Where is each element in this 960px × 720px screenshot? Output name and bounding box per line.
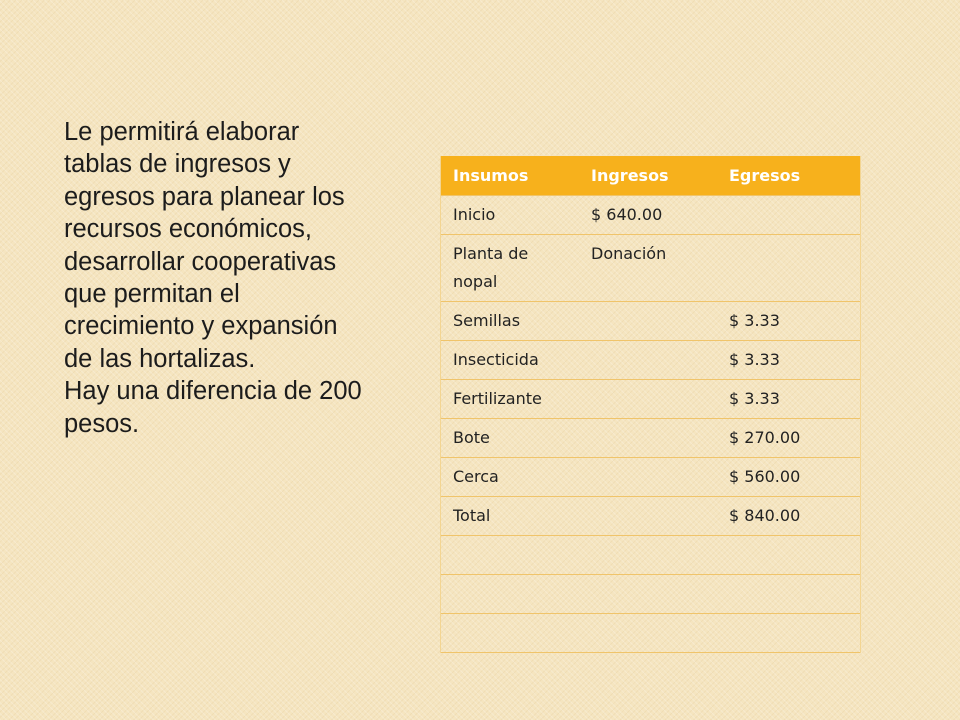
- table-cell: Semillas: [441, 302, 579, 341]
- paragraph-2: Hay una diferencia de 200 pesos.: [64, 377, 362, 438]
- table-row: [441, 196, 860, 235]
- table-row: [441, 302, 860, 341]
- table-row: [441, 536, 860, 575]
- table-cell: [579, 380, 717, 419]
- table-cell: [441, 536, 579, 575]
- table-cell: [441, 614, 579, 653]
- table-cell: Planta de nopal: [441, 235, 579, 302]
- table-cell: [717, 575, 860, 614]
- header-ingresos: Ingresos: [579, 156, 717, 196]
- table-cell: $ 3.33: [717, 380, 860, 419]
- table-cell: [717, 614, 860, 653]
- table-cell: $ 3.33: [717, 302, 860, 341]
- table-row: [441, 497, 860, 536]
- budget-table: [441, 156, 860, 653]
- table-cell: [717, 235, 860, 302]
- table-row: [441, 614, 860, 653]
- table-cell: [579, 614, 717, 653]
- table-row: [441, 380, 860, 419]
- paragraph-1: Le permitirá elaborar tablas de ingresos y egresos para planear los recursos económicos, desarrollar cooperativas que permitan el crecimiento y expansión de las hortalizas.: [64, 118, 345, 373]
- table-cell: [579, 302, 717, 341]
- table-cell: [579, 458, 717, 497]
- table-cell: [579, 575, 717, 614]
- table-row: [441, 458, 860, 497]
- table-cell: $ 3.33: [717, 341, 860, 380]
- table-cell: Inicio: [441, 196, 579, 235]
- table-row: [441, 419, 860, 458]
- table-cell: [579, 341, 717, 380]
- body-text: [64, 116, 364, 440]
- budget-table-container: [440, 156, 861, 653]
- table-row: [441, 575, 860, 614]
- table-cell: $ 560.00: [717, 458, 860, 497]
- header-insumos: Insumos: [441, 156, 579, 196]
- table-cell: $ 640.00: [579, 196, 717, 235]
- table-cell: Total: [441, 497, 579, 536]
- table-cell: [579, 497, 717, 536]
- table-cell: $ 270.00: [717, 419, 860, 458]
- table-cell: [441, 575, 579, 614]
- table-header-row: [441, 156, 860, 196]
- table-cell: [579, 419, 717, 458]
- table-cell: Fertilizante: [441, 380, 579, 419]
- table-cell: Bote: [441, 419, 579, 458]
- table-cell: [579, 536, 717, 575]
- table-cell: Donación: [579, 235, 717, 302]
- table-cell: [717, 536, 860, 575]
- table-cell: [717, 196, 860, 235]
- table-cell: Insecticida: [441, 341, 579, 380]
- table-cell: Cerca: [441, 458, 579, 497]
- header-egresos: Egresos: [717, 156, 860, 196]
- table-cell: $ 840.00: [717, 497, 860, 536]
- table-row: [441, 341, 860, 380]
- table-row: [441, 235, 860, 302]
